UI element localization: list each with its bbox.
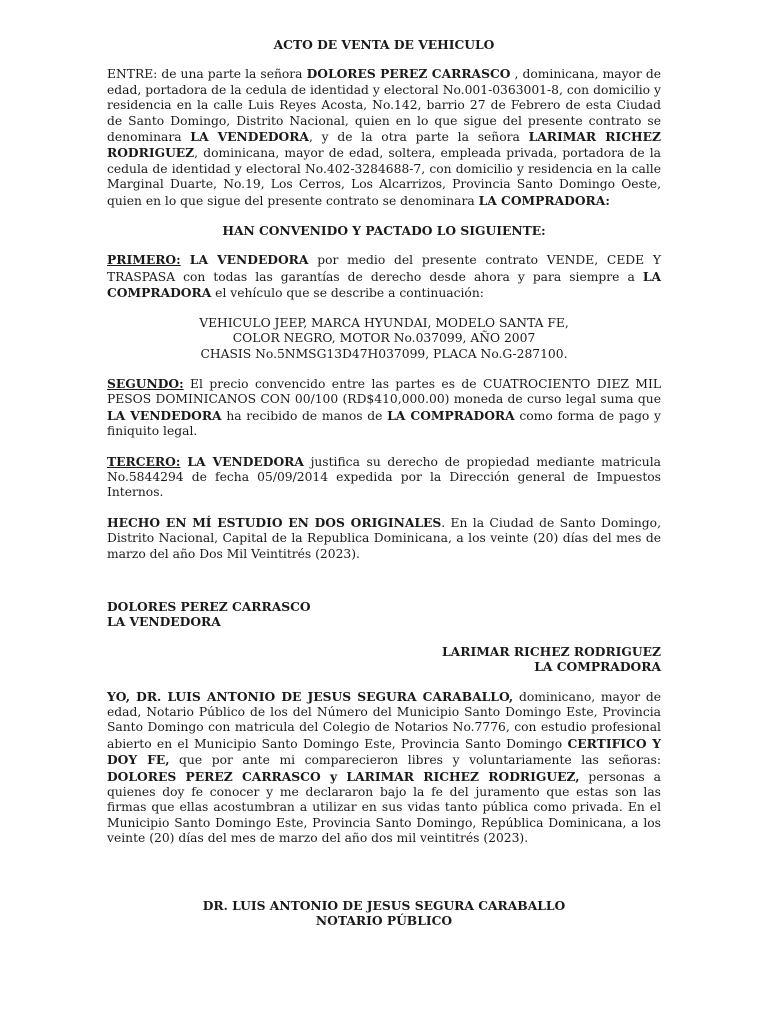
intro-text: , dominicana, mayor de edad, portadora de la cedula de identidad y electoral No.001-0363001-8, con domicilio y residencia en la calle Luis Reyes Acosta, No.142, barrio 27 de Febrero de esta Ciudad de Santo Domingo, Distrito Nacional, quien en lo que sigue del presente contrato se denominara (107, 67, 661, 145)
clause-primero (107, 252, 661, 301)
seller-signature-block (107, 599, 661, 630)
clause-text-bold: LA VENDEDORA (107, 407, 222, 423)
closing-text-bold: HECHO EN MÍ ESTUDIO EN DOS ORIGINALES (107, 514, 442, 530)
clause-text: por medio del presente contrato VENDE, CEDE Y TRASPASA con todas las garantías de derecho desde ahora y para siempre a (107, 253, 662, 284)
clause-tercero (107, 454, 661, 501)
intro-buyer-role: LA COMPRADORA: (478, 192, 610, 208)
vehicle-description (107, 316, 661, 362)
clause-text-bold: LA VENDEDORA (180, 252, 309, 268)
notary-text: personas a quienes doy fe conocer y me declararon bajo la fe del juramento que estas son las firmas que ellas acostumbran a utilizar en sus vidas tanto pública como privada. En el Municipio Santo Domingo Este, Provincia Santo Domingo, República Dominicana, a los veinte (20) días del mes de marzo del año dos mil veintitrés (2023). (107, 769, 661, 846)
clause-label: TERCERO: (107, 453, 181, 469)
clause-text-bold: LA VENDEDORA (180, 453, 304, 469)
buyer-signature-block (107, 644, 661, 675)
intro-paragraph (107, 66, 661, 209)
notary-text-bold: DOLORES PEREZ CARRASCO y LARIMAR RICHEZ RODRIGUEZ, (107, 768, 580, 784)
closing-text: . En la Ciudad de Santo Domingo, Distrito Nacional, Capital de la Republica Dominicana, a los veinte (20) días del mes de marzo del año Dos Mil Veintitrés (2023). (107, 515, 661, 561)
clause-label: PRIMERO: (107, 252, 181, 268)
clause-text: justifica su derecho de propiedad mediante matricula No.5844294 de fecha 05/09/2014 expedida por la Dirección general de Impuestos Internos. (107, 454, 661, 500)
notary-role: NOTARIO PÚBLICO (315, 913, 453, 929)
intro-text: , y de la otra parte la señora (308, 130, 529, 145)
notary-name: DR. LUIS ANTONIO DE JESUS SEGURA CARABALLO (202, 897, 566, 913)
seller-role: LA VENDEDORA (107, 614, 221, 630)
notary-text-bold: YO, DR. LUIS ANTONIO DE JESUS SEGURA CARABALLO, (107, 688, 514, 704)
closing-paragraph (107, 515, 661, 562)
clause-text: como forma de pago y finiquito legal. (107, 408, 662, 439)
clause-label: SEGUNDO: (107, 375, 184, 391)
clause-text-bold: LA COMPRADORA (387, 407, 515, 423)
clause-segundo (107, 376, 661, 440)
agreement-heading: HAN CONVENIDO Y PACTADO LO SIGUIENTE: (222, 223, 546, 239)
intro-seller-name: DOLORES PEREZ CARRASCO (306, 66, 511, 82)
clause-text-bold: LA COMPRADORA (107, 268, 661, 301)
intro-text: , dominicana, mayor de edad, soltera, empleada privada, portadora de la cedula de identidad y electoral No.402-3284688-7, con domicilio y residencia en la calle Marginal Duarte, No.19, Los Cerros, Los Alcarrizos, Provincia Santo Domingo Oeste, quien en lo que sigue del presente contrato se denominara (107, 146, 661, 208)
document-title: ACTO DE VENTA DE VEHICULO (273, 37, 495, 52)
notary-paragraph (107, 689, 661, 847)
clause-text: El precio convencido entre las partes es de CUATROCIENTO DIEZ MIL PESOS DOMINICANOS CON 00/100 (RD$410,000.00) moneda de curso legal suma que (107, 376, 661, 407)
buyer-name: LARIMAR RICHEZ RODRIGUEZ (442, 643, 661, 659)
notary-text: que por ante mi comparecieron libres y voluntariamente las señoras: (169, 753, 661, 768)
buyer-role: LA COMPRADORA (534, 659, 661, 675)
vehicle-line: VEHICULO JEEP, MARCA HYUNDAI, MODELO SANTA FE, (199, 315, 569, 330)
seller-name: DOLORES PEREZ CARRASCO (107, 598, 311, 614)
clause-text: el vehículo que se describe a continuación: (211, 286, 484, 301)
intro-buyer-name: LARIMAR RICHEZ RODRIGUEZ (107, 129, 662, 161)
notary-signature-block (107, 898, 661, 929)
intro-seller-role: LA VENDEDORA (190, 129, 309, 145)
clause-text: ha recibido de manos de (221, 408, 388, 423)
notary-text-bold: CERTIFICO Y DOY FE, (107, 735, 661, 768)
vehicle-line: COLOR NEGRO, MOTOR No.037099, AÑO 2007 (232, 331, 536, 346)
intro-text: ENTRE: de una parte la señora (107, 67, 307, 82)
vehicle-line: CHASIS No.5NMSG13D47H037099, PLACA No.G-287100. (200, 346, 568, 361)
notary-text: dominicano, mayor de edad, Notario Público de los del Número del Municipio Santo Domingo Este, Provincia Santo Domingo con matricula del Colegio de Notarios No.7776, con estudio profesional abierto en el Municipio Santo Domingo Este, Provincia Santo Domingo (107, 689, 661, 751)
